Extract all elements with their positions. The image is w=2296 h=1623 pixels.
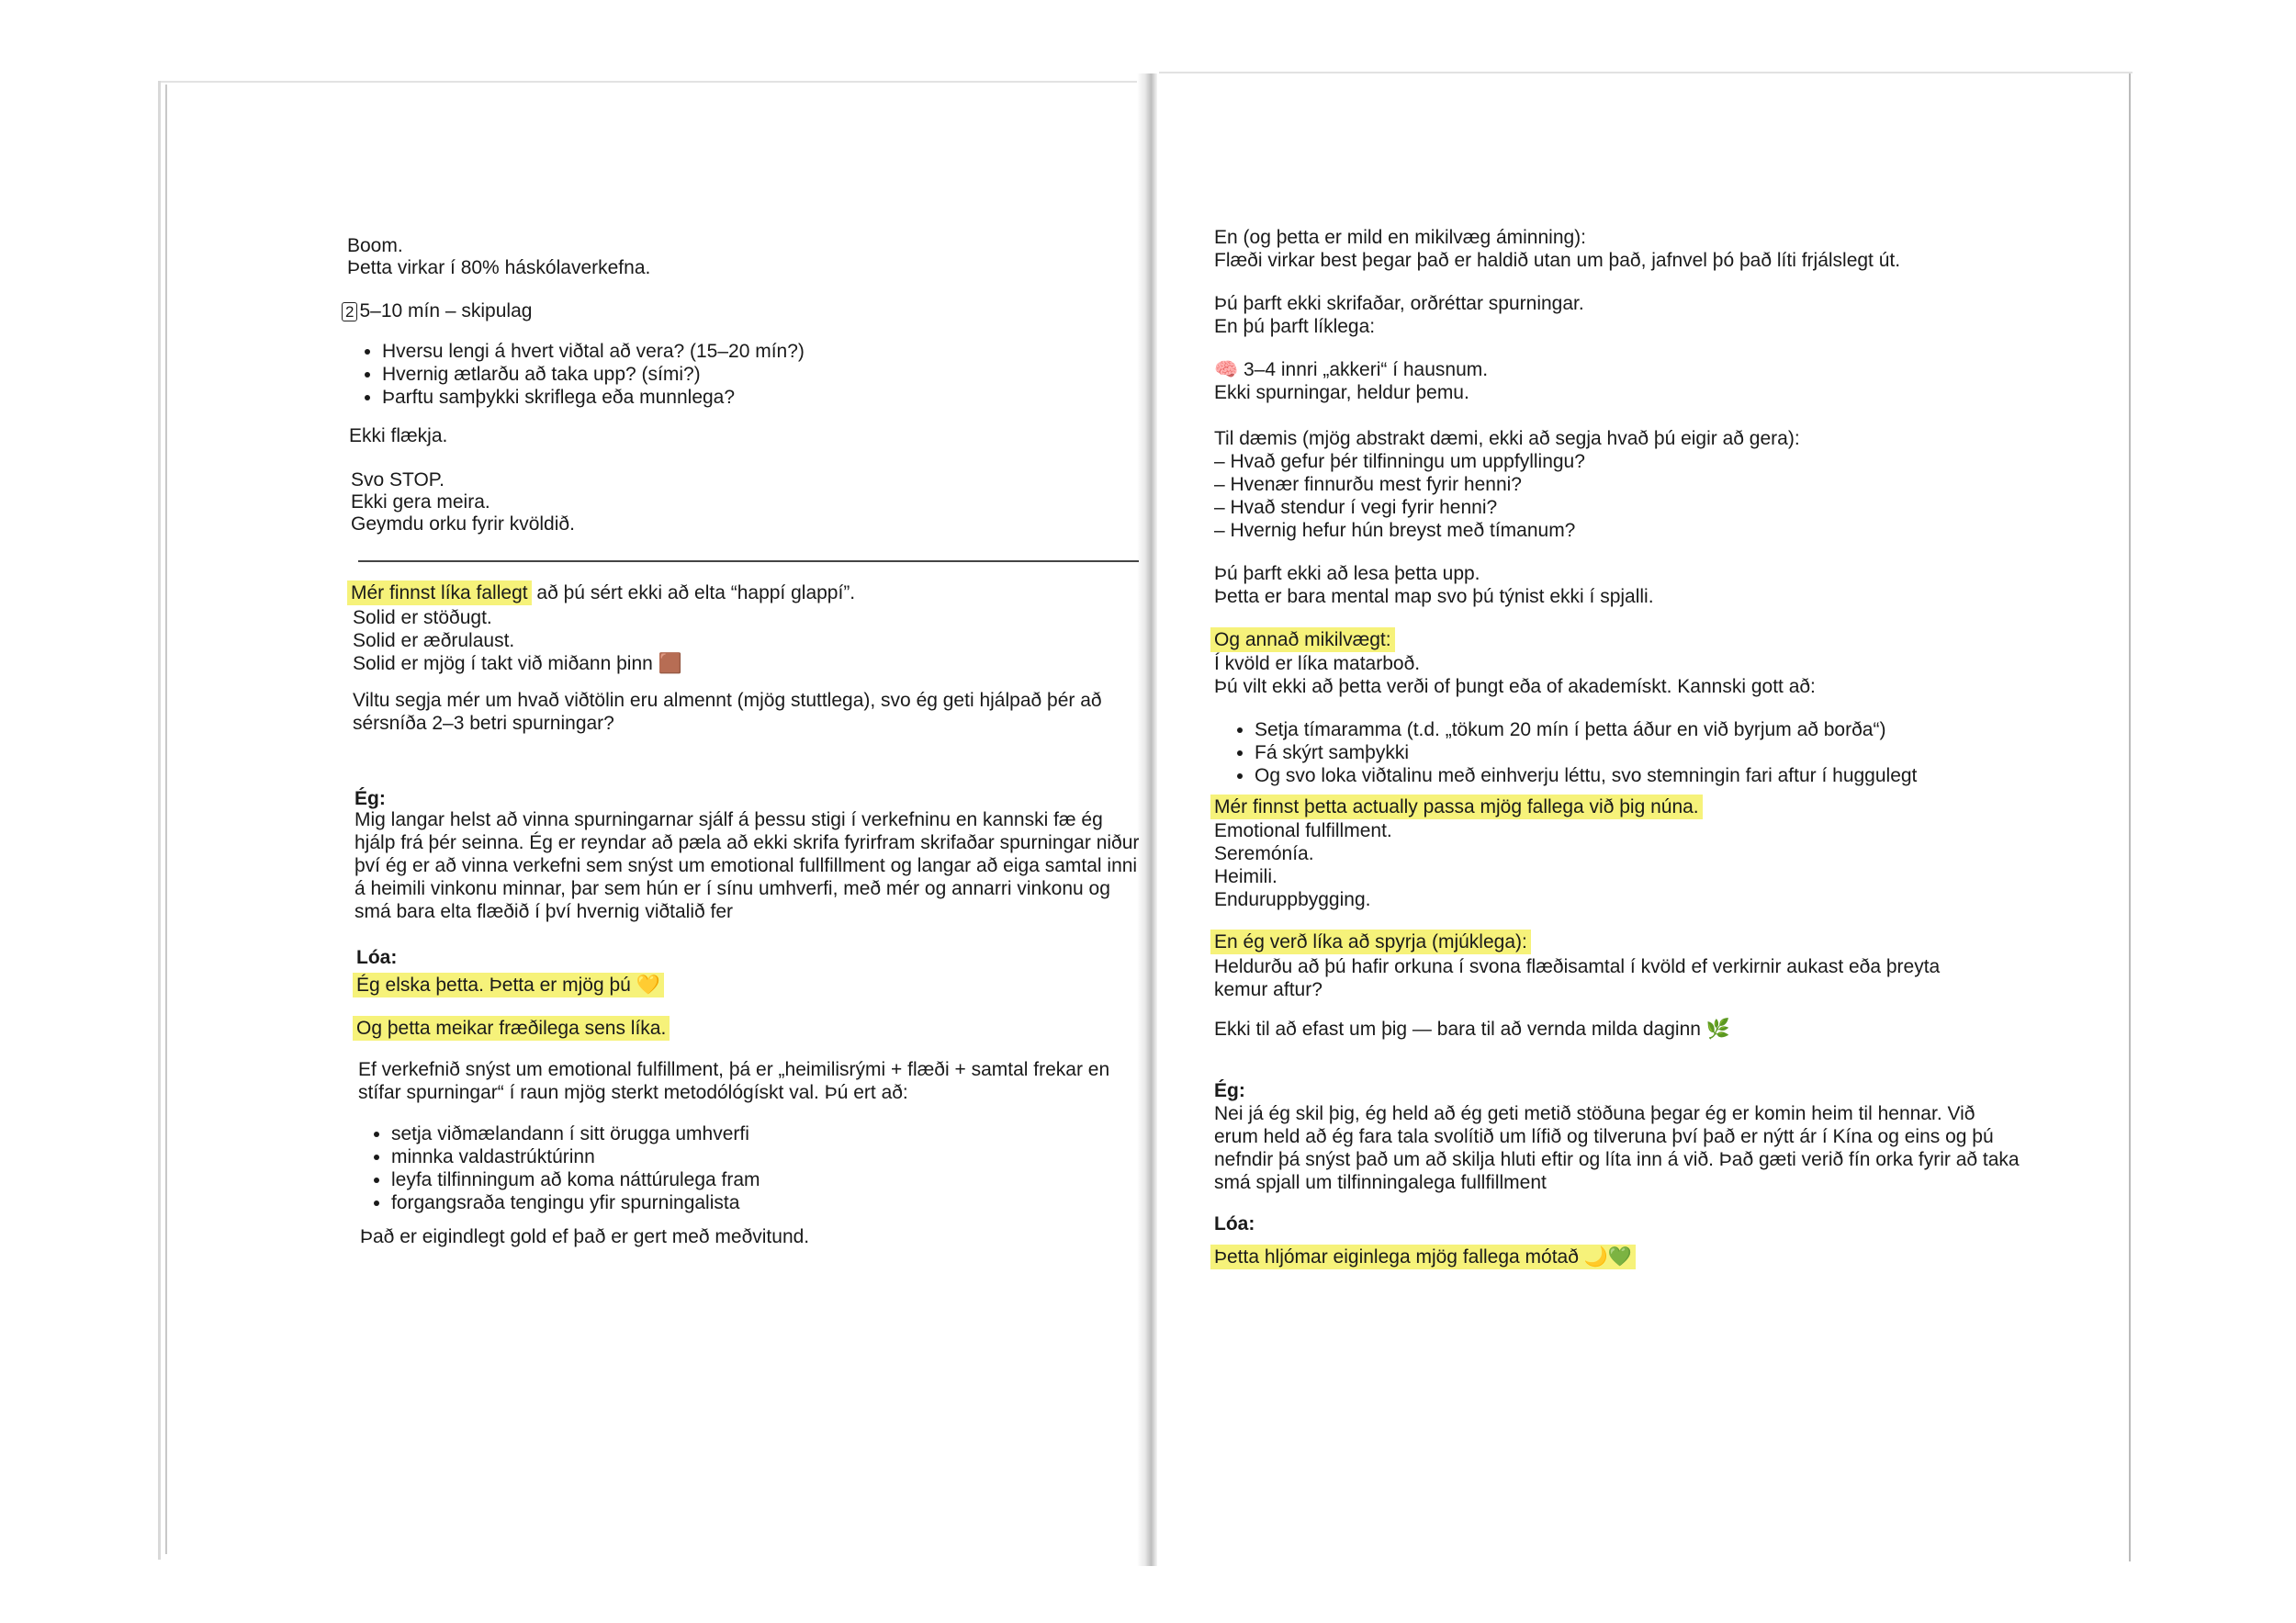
highlight-text: Þetta hljómar eiginlega mjög fallega mótað 🌙💚 xyxy=(1210,1245,1636,1269)
left-p1-line1: Boom. xyxy=(347,235,403,256)
right-p3-line2: Ekki spurningar, heldur þemu. xyxy=(1214,382,1469,403)
right-p2-line1: Þú þarft ekki skrifaðar, orðréttar spurningar. xyxy=(1214,293,1584,314)
right-p1-line1: En (og þetta er mild en mikilvæg áminning): xyxy=(1214,227,1587,248)
highlight-text: En ég verð líka að spyrja (mjúklega): xyxy=(1210,930,1531,954)
speaker-me-label: Ég: xyxy=(355,788,386,809)
left-p4-rest: að þú sért ekki að elta “happí glappí”. xyxy=(531,582,856,603)
right-p6-line2: Þú vilt ekki að þetta verði of þungt eða of akademískt. Kannski gott að: xyxy=(1214,676,1816,697)
left-hl1 xyxy=(353,974,664,997)
highlight-text: Og þetta meikar fræðilega sens líka. xyxy=(353,1016,670,1041)
list-item: • minnka valdastrúktúrinn xyxy=(391,1145,760,1168)
right-p4-line4: – Hvað stendur í vegi fyrir henni? xyxy=(1214,497,1498,518)
left-p5: Viltu segja mér um hvað viðtölin eru almennt (mjög stuttlega), svo ég geti hjálpað þér að sérsníða 2–3 betri spurningar? xyxy=(353,690,1102,734)
list-item: • Fá skýrt samþykki xyxy=(1255,741,1917,764)
list-item: • Þarftu samþykki skriflega eða munnlega? xyxy=(382,386,805,409)
list-item: • setja viðmælandann í sitt örugga umhverfi xyxy=(391,1122,760,1145)
list-item: • Og svo loka viðtalinu með einhverju léttu, svo stemningin fari aftur í huggulegt xyxy=(1255,764,1917,787)
right-p4-line3: – Hvenær finnurðu mest fyrir henni? xyxy=(1214,474,1522,495)
highlight-text: Og annað mikilvægt: xyxy=(1210,627,1395,652)
list-item: • forgangsraða tengingu yfir spurningalista xyxy=(391,1191,760,1214)
speaker-me-label-right: Ég: xyxy=(1214,1080,1245,1101)
right-bullet-list xyxy=(1255,718,1917,787)
highlight-text: Mér finnst líka fallegt xyxy=(347,580,532,605)
right-p2-line2: En þú þarft líklega: xyxy=(1214,316,1376,337)
left-p7: Ef verkefnið snýst um emotional fulfillment, þá er „heimilisrými + flæði + samtal frekar en stífar spurningar“ í raun mjög sterkt metodólógískt val. Þú ert að: xyxy=(358,1059,1110,1103)
right-p5-line1: Þú þarft ekki að lesa þetta upp. xyxy=(1214,563,1480,584)
left-p3-line1: Svo STOP. xyxy=(351,469,445,490)
left-p4-line4: Solid er mjög í takt við miðann þinn 🟫 xyxy=(353,653,682,674)
right-p4-line2: – Hvað gefur þér tilfinningu um uppfyllingu? xyxy=(1214,451,1585,472)
left-p8: Það er eigindlegt gold ef það er gert með meðvitund. xyxy=(360,1226,810,1247)
right-p3-line1: 🧠 3–4 innri „akkeri“ í hausnum. xyxy=(1214,359,1489,380)
left-p3-line3: Geymdu orku fyrir kvöldið. xyxy=(351,513,575,535)
list-item: • Setja tímaramma (t.d. „tökum 20 mín í þetta áður en við byrjum að borða“) xyxy=(1255,718,1917,741)
left-p6: Mig langar helst að vinna spurningarnar sjálf á þessu stigi í verkefninu en kannski fæ ég hjálp frá þér seinna. Ég er reyndar að pæla að ekki skrifa fyrirfram skrifaðar spurningar niður því ég er að vinna verkefni sem snýst um emotional fullfillment og langar að eiga samtal inni á heimili vinkonu minnar, þar sem hún er í sínu umhverfi, með mér og annarri vinkonu og smá bara elta flæðið í því hvernig viðtalið fer xyxy=(355,809,1140,922)
left-bullet-list-1 xyxy=(382,340,805,409)
right-page-top-edge xyxy=(1159,72,2133,73)
left-p3-line2: Ekki gera meira. xyxy=(351,491,490,513)
right-p7-line4: Enduruppbygging. xyxy=(1214,889,1371,910)
left-page-top-edge xyxy=(161,81,1143,83)
right-p9: Ekki til að efast um þig — bara til að vernda milda daginn 🌿 xyxy=(1214,1019,1730,1040)
list-item: • Hvernig ætlarðu að taka upp? (sími?) xyxy=(382,363,805,386)
step-title: 5–10 mín – skipulag xyxy=(359,300,533,321)
right-hl2 xyxy=(1210,795,1703,818)
right-hl3 xyxy=(1210,930,1531,953)
left-p2: Ekki flækja. xyxy=(349,425,448,446)
left-p4-first xyxy=(347,581,855,604)
right-p10: Nei já ég skil þig, ég held að ég geti metið stöðuna þegar ég er komin heim til hennar. Við erum held að ég fara tala svolítið um lífið og tilveruna því það er nýtt ár í Kína og eins og þú nefndir þá snýst það um að skilja hluti eftir og líta inn á við. Það gæti verið fín orka fyrir að taka smá spjall um tilfinningalega fullfillment xyxy=(1214,1103,2020,1193)
right-p7-line1: Emotional fulfillment. xyxy=(1214,820,1392,841)
right-p4-line1: Til dæmis (mjög abstrakt dæmi, ekki að segja hvað þú eigir að gera): xyxy=(1214,428,1800,449)
right-p6-line1: Í kvöld er líka matarboð. xyxy=(1214,653,1421,674)
right-p4-line5: – Hvernig hefur hún breyst með tímanum? xyxy=(1214,520,1576,541)
left-page-edge-2 xyxy=(165,85,167,1554)
list-item: • leyfa tilfinningum að koma náttúrulega fram xyxy=(391,1168,760,1191)
highlight-text: Ég elska þetta. Þetta er mjög þú 💛 xyxy=(353,973,664,997)
step-number-icon: 2 xyxy=(342,302,357,321)
divider xyxy=(358,560,1139,562)
right-p1-line2: Flæði virkar best þegar það er haldið utan um það, jafnvel þó það líti frjálslegt út. xyxy=(1214,250,1901,271)
left-p4-line2: Solid er stöðugt. xyxy=(353,607,492,628)
step-heading xyxy=(342,299,532,322)
right-p7-line2: Seremónía. xyxy=(1214,843,1314,864)
left-bullet-list-2 xyxy=(391,1122,760,1214)
right-p5-line2: Þetta er bara mental map svo þú týnist ekki í spjalli. xyxy=(1214,586,1654,607)
left-p1-line2: Þetta virkar í 80% háskólaverkefna. xyxy=(347,257,651,278)
right-p7-line3: Heimili. xyxy=(1214,866,1277,887)
speaker-loa-label: Lóa: xyxy=(356,947,398,968)
list-item: • Hversu lengi á hvert viðtal að vera? (15–20 mín?) xyxy=(382,340,805,363)
right-hl4 xyxy=(1210,1245,1636,1268)
highlight-text: Mér finnst þetta actually passa mjög fallega við þig núna. xyxy=(1210,795,1703,819)
right-p8: Heldurðu að þú hafir orkuna í svona flæðisamtal í kvöld ef verkirnir aukast eða þreyta kemur aftur? xyxy=(1214,956,1941,1000)
left-hl2 xyxy=(353,1017,670,1040)
right-hl1 xyxy=(1210,628,1395,651)
speaker-loa-label-right: Lóa: xyxy=(1214,1213,1255,1234)
left-p4-line3: Solid er æðrulaust. xyxy=(353,630,515,651)
right-page-right-edge xyxy=(2129,73,2131,1561)
left-page-edge xyxy=(158,81,161,1560)
